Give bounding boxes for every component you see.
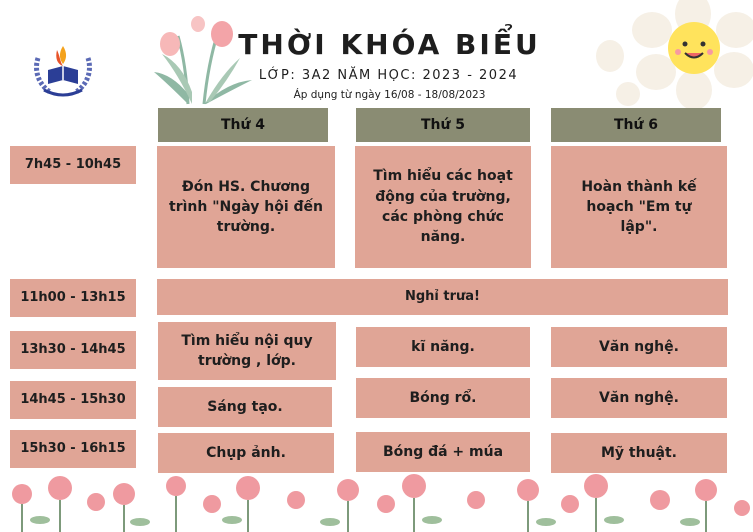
time-slot: 13h30 - 14h45 <box>10 331 136 369</box>
lesson-cell: Chụp ảnh. <box>158 433 334 473</box>
lesson-cell: Mỹ thuật. <box>551 433 727 473</box>
lesson-cell: Hoàn thành kế hoạch "Em tự lập". <box>551 146 727 268</box>
time-slot: 11h00 - 13h15 <box>10 279 136 317</box>
lesson-cell: kĩ năng. <box>356 327 530 367</box>
day-header-thu-5: Thứ 5 <box>356 108 530 142</box>
time-slot: 14h45 - 15h30 <box>10 381 136 419</box>
lesson-cell: Văn nghệ. <box>551 327 727 367</box>
lesson-cell: Tìm hiểu các hoạt động của trường, các phòng chức năng. <box>355 146 531 268</box>
lesson-cell: Văn nghệ. <box>551 378 727 418</box>
day-header-thu-6: Thứ 6 <box>551 108 721 142</box>
class-info: LỚP: 3A2 NĂM HỌC: 2023 - 2024 <box>258 68 519 83</box>
lesson-cell: Sáng tạo. <box>158 387 332 427</box>
applied-dates: Áp dụng từ ngày 16/08 - 18/08/2023 <box>293 89 486 101</box>
flower-border-icon <box>0 464 753 532</box>
lesson-cell: Bóng rổ. <box>356 378 530 418</box>
lesson-cell: Tìm hiểu nội quy trường , lớp. <box>158 322 336 380</box>
lunch-break: Nghỉ trưa! <box>157 279 728 315</box>
time-slot: 15h30 - 16h15 <box>10 430 136 468</box>
lesson-cell: Bóng đá + múa <box>356 432 530 472</box>
time-slot: 7h45 - 10h45 <box>10 146 136 184</box>
page-title: THỜI KHÓA BIỂU <box>238 28 541 61</box>
lesson-cell: Đón HS. Chương trình "Ngày hội đến trường. <box>157 146 335 268</box>
day-header-thu-4: Thứ 4 <box>158 108 328 142</box>
